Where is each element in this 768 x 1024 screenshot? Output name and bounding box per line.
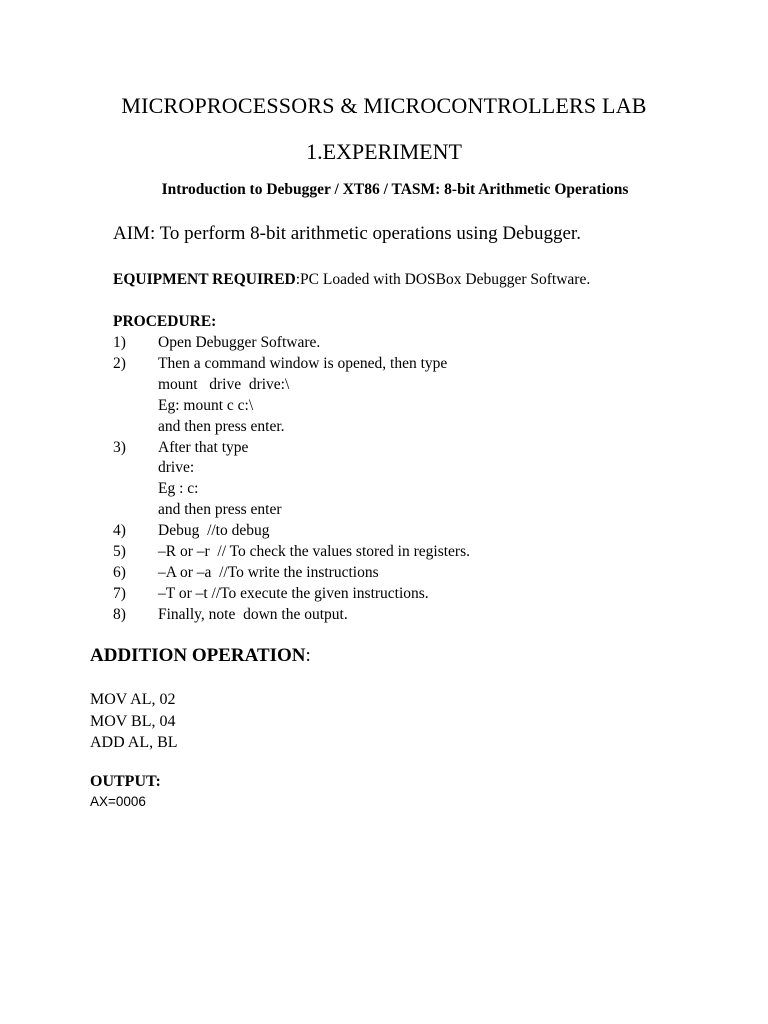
step-text: –A or –a //To write the instructions [158,563,379,581]
output-heading: OUTPUT: [90,773,161,790]
procedure-step [113,438,713,459]
step-continuation: and then press enter. [158,417,285,435]
step-number: 3) [113,438,126,456]
equipment-label: EQUIPMENT REQUIRED [113,271,296,288]
procedure-heading: PROCEDURE: [113,313,217,330]
step-text: Open Debugger Software. [158,334,321,351]
step-number: 7) [113,584,126,602]
step-continuation: drive: [158,459,195,477]
step-text: –T or –t //To execute the given instructions. [158,584,429,602]
step-text: Then a command window is opened, then type [158,354,448,372]
procedure-step [113,563,713,584]
output-value: AX=0006 [90,794,146,809]
equipment-text: :PC Loaded with DOSBox Debugger Software. [295,271,591,288]
procedure-step [113,521,713,542]
addition-code [90,689,178,754]
step-text: After that type [158,438,249,456]
step-continuation: Eg : c: [158,480,199,498]
step-number: 4) [113,522,126,540]
step-continuation: mount drive drive:\ [158,375,290,393]
step-continuation: Eg: mount c c:\ [158,396,254,414]
aim-label: AIM [113,223,150,244]
step-text: Finally, note down the output. [158,605,348,623]
step-number: 8) [113,605,126,623]
procedure-step [113,354,713,375]
addition-colon: : [305,645,311,666]
step-number: 2) [113,354,126,372]
addition-label: ADDITION OPERATION [90,645,306,666]
code-line: MOV AL, 02 [90,691,176,708]
code-line: MOV BL, 04 [90,712,176,730]
procedure-step [113,542,713,563]
code-line: ADD AL, BL [90,734,178,751]
step-number: 5) [113,543,126,561]
aim-text: : To perform 8-bit arithmetic operations using Debugger. [149,223,581,244]
equipment-line [113,271,590,289]
procedure-step [113,605,713,626]
aim-line [113,223,581,245]
step-number: 1) [113,334,126,351]
experiment-subtitle: Introduction to Debugger / XT86 / TASM: 8-bit Arithmetic Operations [161,181,629,198]
addition-heading [90,645,311,667]
step-text: –R or –r // To check the values stored in registers. [158,543,470,561]
step-number: 6) [113,563,126,581]
procedure-step [113,584,713,605]
step-text: Debug //to debug [158,522,270,540]
experiment-heading: 1.EXPERIMENT [306,139,462,164]
lab-title: MICROPROCESSORS & MICROCONTROLLERS LAB [121,93,647,118]
procedure-list [113,333,713,626]
procedure-step [113,333,713,354]
step-continuation: and then press enter [158,501,282,519]
